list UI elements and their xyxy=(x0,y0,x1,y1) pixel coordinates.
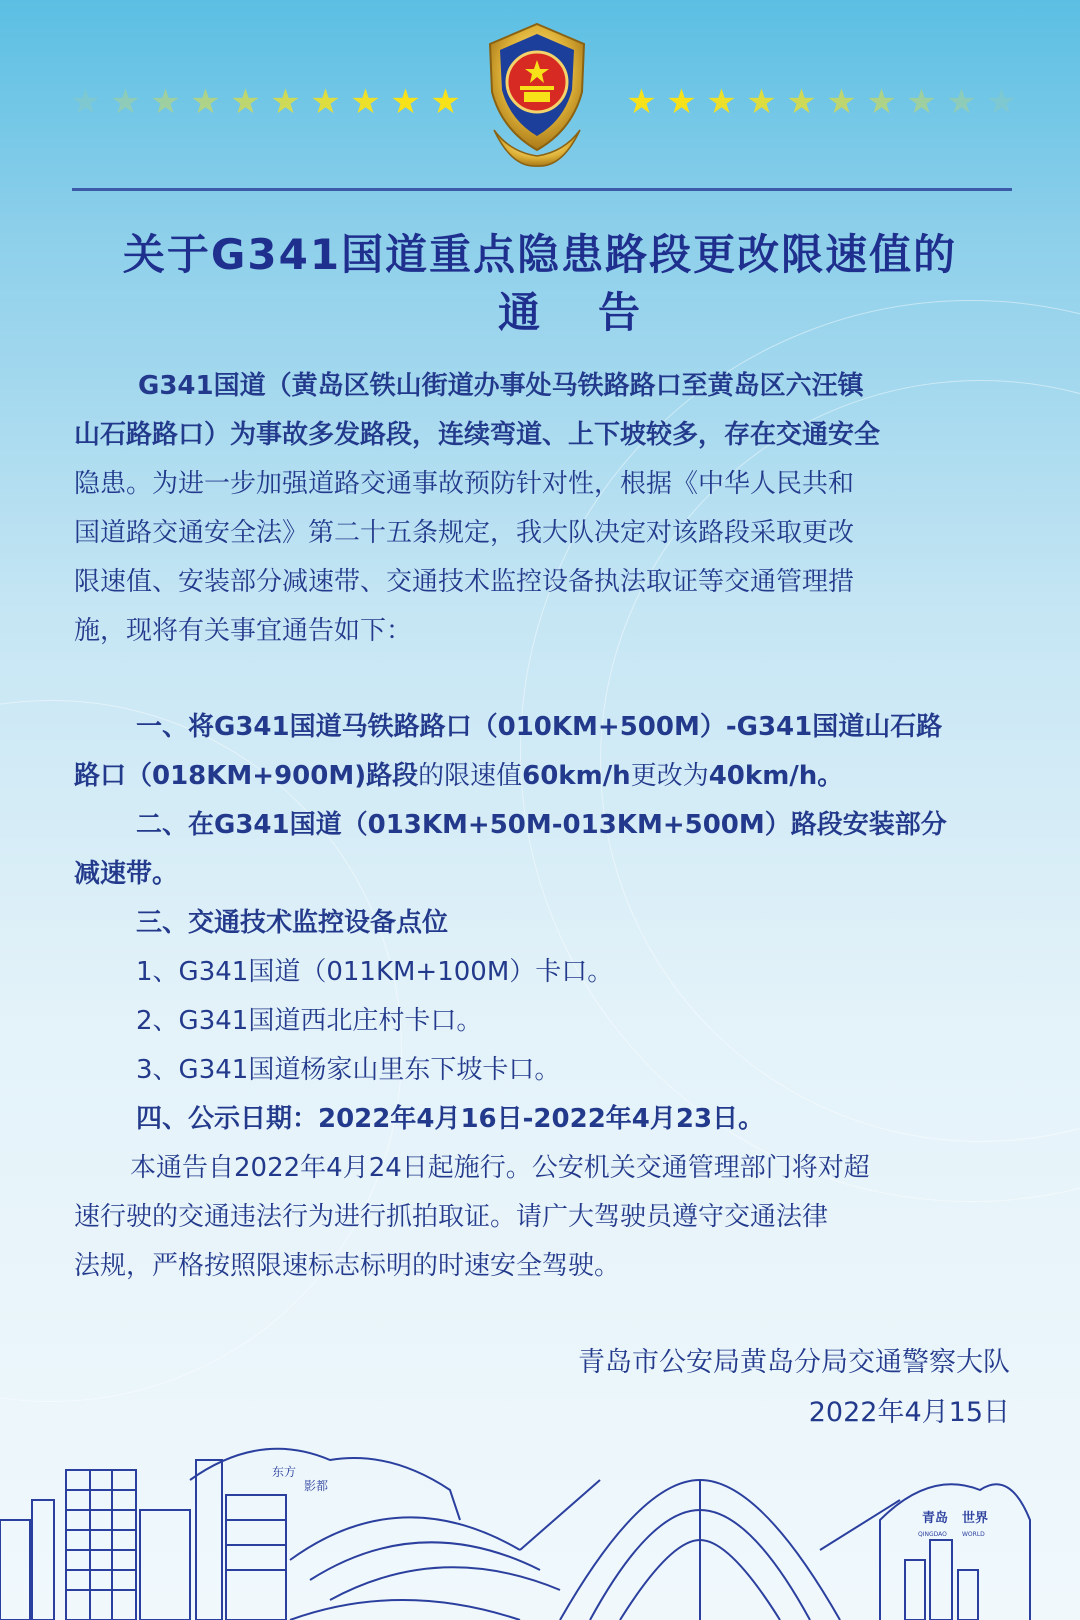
star-icon: ★ xyxy=(706,82,737,122)
star-icon: ★ xyxy=(786,82,817,122)
monitor-point: 3、G341国道杨家山里东下坡卡口。 xyxy=(136,1055,561,1085)
qingdao-logo-text: 世界 xyxy=(962,1511,989,1526)
qingdao-logo-sub: WORLD xyxy=(962,1531,985,1538)
old-speed-limit: 60km/h xyxy=(522,761,631,791)
paragraph-line: 国道路交通安全法》第二十五条规定，我大队决定对该路段采取更改 xyxy=(74,518,855,548)
qingdao-logo-sub: QINGDAO xyxy=(918,1531,947,1538)
publicity-date: 四、公示日期：2022年4月16日-2022年4月23日。 xyxy=(136,1104,765,1134)
star-icon: ★ xyxy=(626,82,657,122)
star-icon: ★ xyxy=(390,82,421,122)
paragraph-line: G341国道（黄岛区铁山街道办事处马铁路路口至黄岛区六汪镇 xyxy=(138,371,864,401)
paragraph-line: 施，现将有关事宜通告如下： xyxy=(74,616,413,646)
star-icon: ★ xyxy=(746,82,777,122)
issuing-authority: 青岛市公安局黄岛分局交通警察大队 xyxy=(578,1347,1010,1378)
landmark-label: 影都 xyxy=(304,1479,329,1493)
star-icon: ★ xyxy=(866,82,897,122)
police-emblem-icon xyxy=(472,18,602,170)
closing-line: 法规，严格按照限速标志标明的时速安全驾驶。 xyxy=(74,1251,621,1281)
city-skyline-illustration xyxy=(0,1440,1080,1620)
star-row-left xyxy=(66,82,465,122)
item-1-text: 。 xyxy=(817,761,844,791)
star-icon: ★ xyxy=(270,82,301,122)
star-row-right xyxy=(622,82,1021,122)
page-title: 关于G341国道重点隐患路段更改限速值的 xyxy=(122,230,958,279)
star-icon: ★ xyxy=(430,82,461,122)
item-2-line: 减速带。 xyxy=(74,859,179,889)
closing-line: 速行驶的交通违法行为进行抓拍取证。请广大驾驶员遵守交通法律 xyxy=(74,1202,829,1232)
paragraph-line: 隐患。为进一步加强道路交通事故预防针对性，根据《中华人民共和 xyxy=(74,469,855,499)
monitor-point: 1、G341国道（011KM+100M）卡口。 xyxy=(136,957,614,987)
star-icon: ★ xyxy=(70,82,101,122)
new-speed-limit: 40km/h xyxy=(708,761,818,791)
star-icon: ★ xyxy=(110,82,141,122)
landmark-label: 东方 xyxy=(272,1465,297,1479)
star-icon: ★ xyxy=(906,82,937,122)
closing-line: 本通告自2022年4月24日起施行。公安机关交通管理部门将对超 xyxy=(130,1153,870,1183)
header xyxy=(0,0,1080,180)
star-icon: ★ xyxy=(150,82,181,122)
issue-date: 2022年4月15日 xyxy=(808,1397,1010,1428)
star-icon: ★ xyxy=(826,82,857,122)
star-icon: ★ xyxy=(190,82,221,122)
item-1-text: 的限速值 xyxy=(418,761,523,791)
star-icon: ★ xyxy=(946,82,977,122)
item-1-line: 一、将G341国道马铁路路口（010KM+500M）-G341国道山石路 xyxy=(136,712,943,742)
title-divider xyxy=(72,188,1012,191)
qingdao-logo-text: 青岛 xyxy=(922,1511,949,1526)
notice-body xyxy=(74,362,1012,1291)
star-icon: ★ xyxy=(310,82,341,122)
item-1-text: 更改为 xyxy=(630,761,709,791)
item-1-line xyxy=(74,752,1012,801)
item-1-road: 路口（018KM+900M)路段 xyxy=(74,761,419,791)
page-title-line2: 通告 xyxy=(497,288,698,337)
star-icon: ★ xyxy=(350,82,381,122)
star-icon: ★ xyxy=(230,82,261,122)
spacer xyxy=(74,656,1012,703)
paragraph-line xyxy=(74,411,1012,460)
star-icon: ★ xyxy=(986,82,1017,122)
star-icon: ★ xyxy=(666,82,697,122)
item-2-line: 二、在G341国道（013KM+50M-013KM+500M）路段安装部分 xyxy=(136,810,947,840)
paragraph-line: 限速值、安装部分减速带、交通技术监控设备执法取证等交通管理措 xyxy=(74,567,855,597)
item-3-heading: 三、交通技术监控设备点位 xyxy=(136,908,449,938)
monitor-point: 2、G341国道西北庄村卡口。 xyxy=(136,1006,483,1036)
paragraph-line-text: 山石路路口）为事故多发路段，连续弯道、上下坡较多，存在交通安全 xyxy=(74,420,881,450)
